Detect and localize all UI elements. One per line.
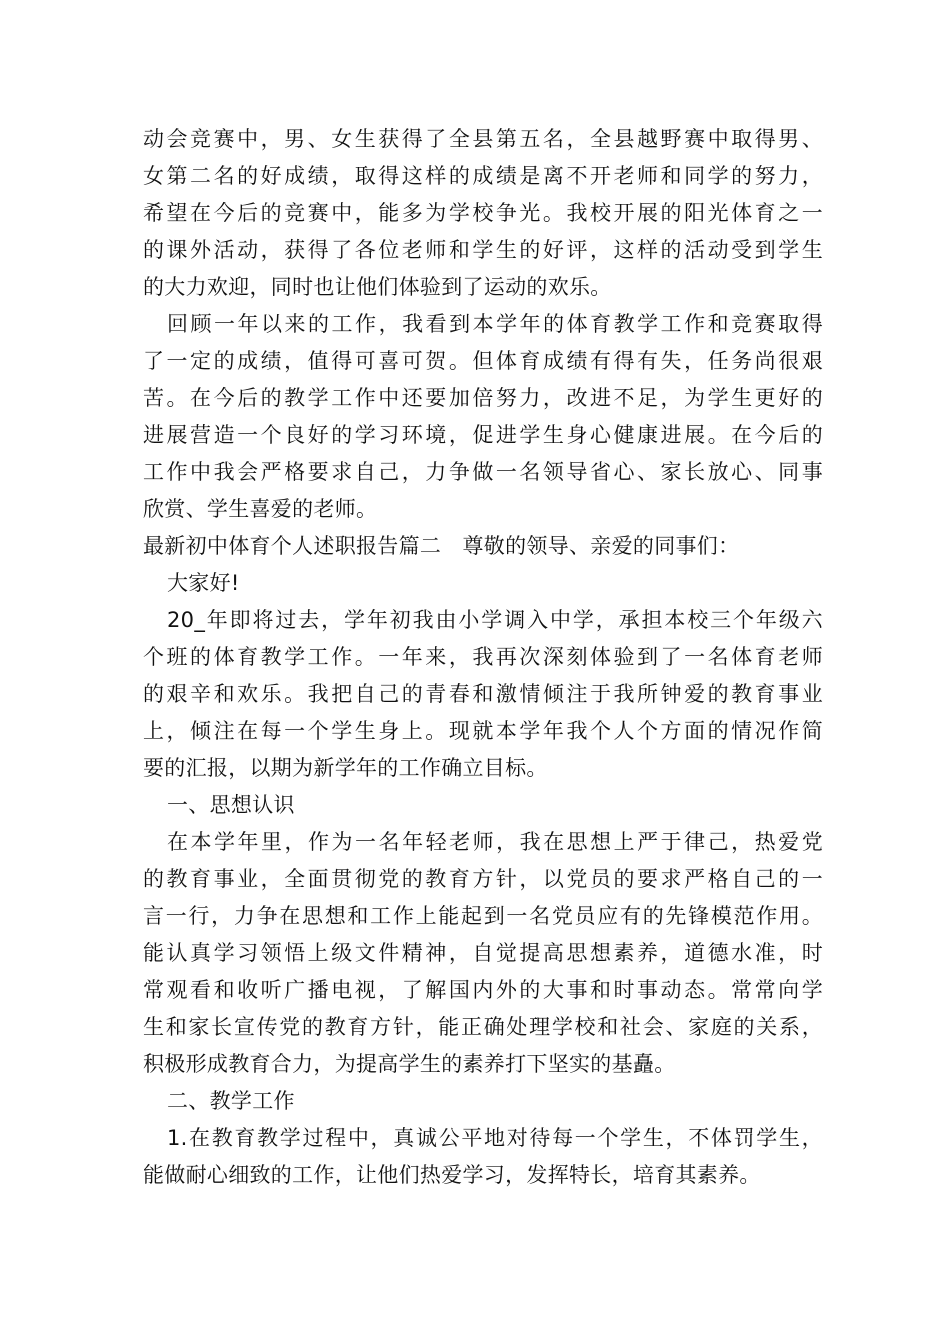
- document-line: 在本学年里，作为一名年轻老师，我在思想上严于律己，热爱党: [167, 830, 823, 854]
- document-line: 要的汇报，以期为新学年的工作确立目标。: [143, 756, 548, 780]
- document-line: 能做耐心细致的工作，让他们热爱学习，发挥特长，培育其素养。: [143, 1163, 761, 1187]
- document-line: 的教育事业，全面贯彻党的教育方针，以党员的要求严格自己的一: [143, 867, 823, 891]
- document-line: 的艰辛和欢乐。我把自己的青春和激情倾注于我所钟爱的教育事业: [143, 682, 823, 706]
- document-line: 动会竞赛中，男、女生获得了全县第五名，全县越野赛中取得男、: [143, 127, 823, 151]
- document-line: 进展营造一个良好的学习环境，促进学生身心健康进展。在今后的: [143, 423, 823, 447]
- document-line: 积极形成教育合力，为提高学生的素养打下坚实的基矗。: [143, 1052, 676, 1076]
- document-line: 的大力欢迎，同时也让他们体验到了运动的欢乐。: [143, 275, 612, 299]
- document-line: 的课外活动，获得了各位老师和学生的好评，这样的活动受到学生: [143, 238, 823, 262]
- document-line: 希望在今后的竞赛中，能多为学校争光。我校开展的阳光体育之一: [143, 201, 823, 225]
- document-line: 苦。在今后的教学工作中还要加倍努力，改进不足，为学生更好的: [143, 386, 823, 410]
- document-line: 生和家长宣传党的教育方针，能正确处理学校和社会、家庭的关系，: [143, 1015, 823, 1039]
- document-line: 个班的体育教学工作。一年来，我再次深刻体验到了一名体育老师: [143, 645, 823, 669]
- document-line: 欣赏、学生喜爱的老师。: [143, 497, 378, 521]
- document-body: [143, 121, 823, 1194]
- document-line: 一、思想认识: [167, 793, 295, 817]
- document-line: 了一定的成绩，值得可喜可贺。但体育成绩有得有失，任务尚很艰: [143, 349, 823, 373]
- document-line: 20_年即将过去，学年初我由小学调入中学，承担本校三个年级六: [167, 608, 823, 632]
- document-line: 1.在教育教学过程中，真诚公平地对待每一个学生，不体罚学生，: [167, 1126, 823, 1150]
- document-line: 工作中我会严格要求自己，力争做一名领导省心、家长放心、同事: [143, 460, 823, 484]
- document-line: 回顾一年以来的工作，我看到本学年的体育教学工作和竞赛取得: [167, 312, 823, 336]
- document-line: 女第二名的好成绩，取得这样的成绩是离不开老师和同学的努力，: [143, 164, 823, 188]
- document-line: 言一行，力争在思想和工作上能起到一名党员应有的先锋模范作用。: [143, 904, 823, 928]
- document-line: 能认真学习领悟上级文件精神，自觉提高思想素养，道德水准，时: [143, 941, 823, 965]
- document-line: 大家好!: [167, 571, 240, 595]
- document-line: 最新初中体育个人述职报告篇二 尊敬的领导、亲爱的同事们：: [143, 534, 740, 558]
- document-line: 上，倾注在每一个学生身上。现就本学年我个人个方面的情况作简: [143, 719, 823, 743]
- document-line: 常观看和收听广播电视，了解国内外的大事和时事动态。常常向学: [143, 978, 823, 1002]
- document-line: 二、教学工作: [167, 1089, 295, 1113]
